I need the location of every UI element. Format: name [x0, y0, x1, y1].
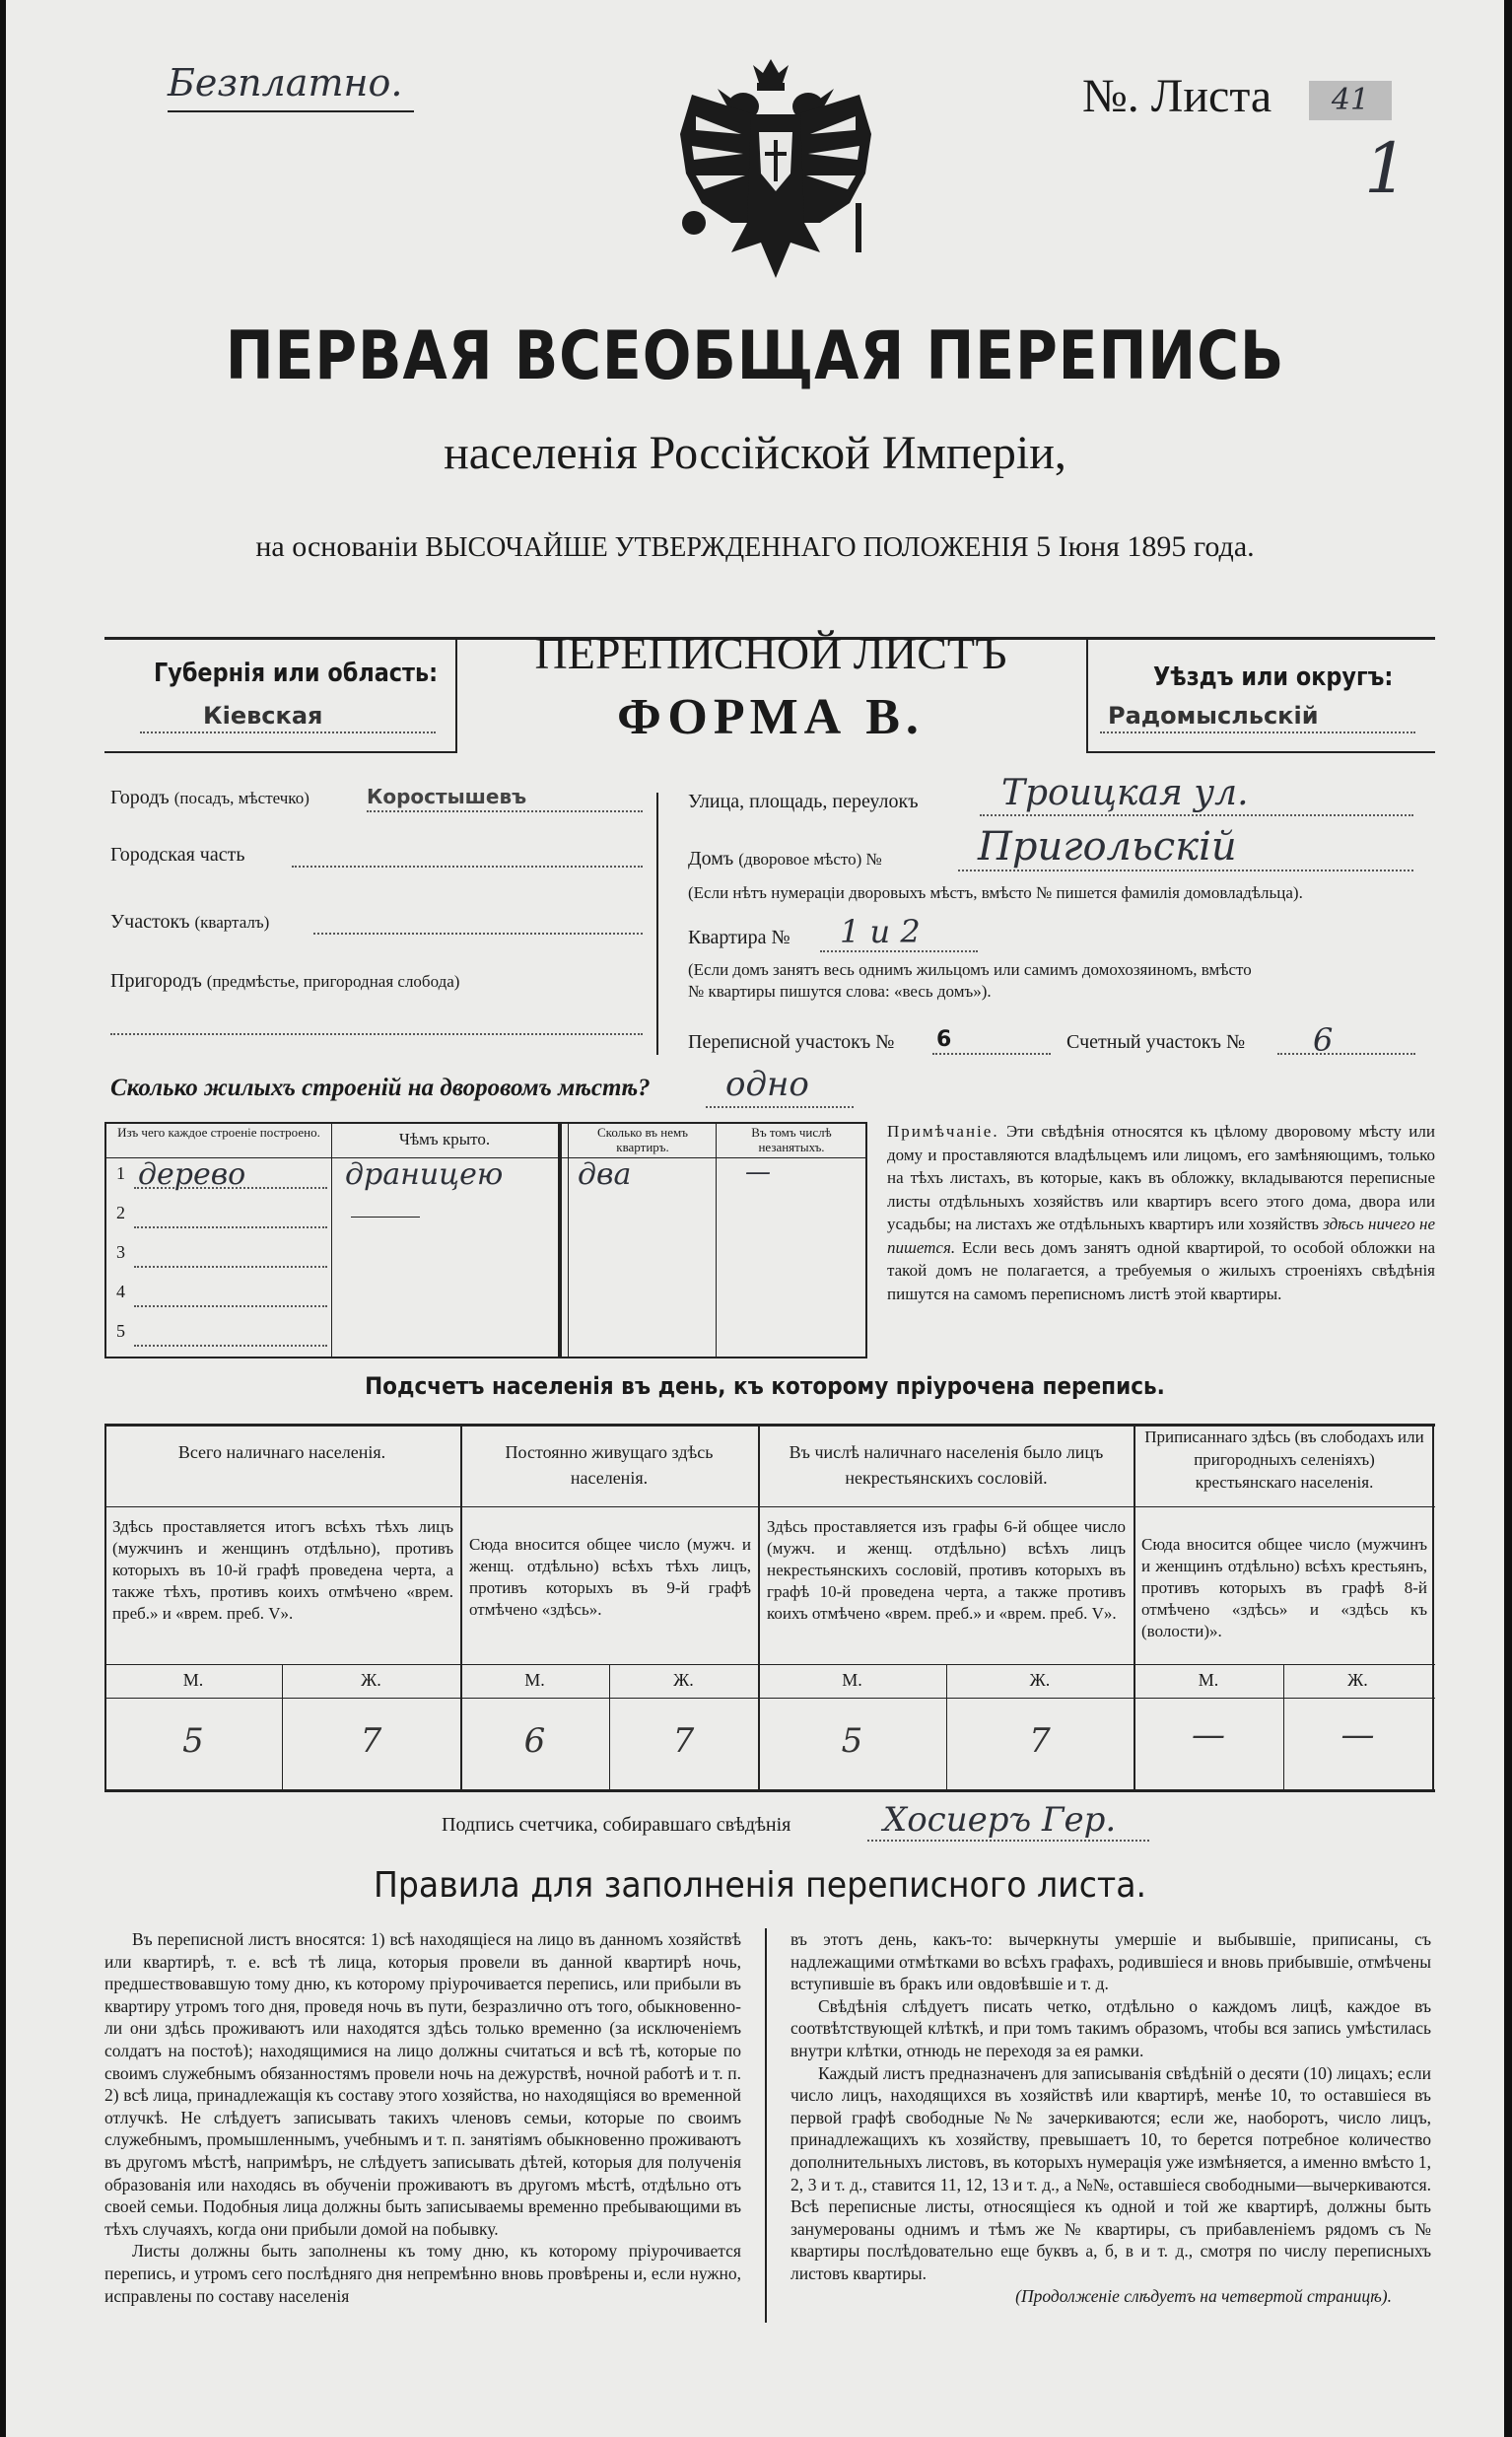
tally-col-3-f: 7: [1029, 1721, 1051, 1761]
basis-prefix: на основаніи: [255, 530, 418, 563]
bt-left: [104, 1122, 106, 1358]
document-title: ПЕРВАЯ ВСЕОБЩАЯ ПЕРЕПИСЬ: [225, 317, 1285, 395]
row-3-no: 3: [116, 1242, 125, 1262]
suburb-dots: [110, 1033, 643, 1035]
tally-title: Подсчетъ населенія въ день, къ которому пріурочена перепись.: [365, 1372, 1165, 1400]
tally-col-3-m-label: М.: [842, 1670, 862, 1690]
city-part-label: Городская часть: [110, 844, 245, 866]
apartment-label: Квартира №: [688, 927, 790, 948]
buildings-table: [104, 1122, 867, 1358]
note-label: Примѣчаніе.: [887, 1122, 999, 1141]
apartment-note-2: № квартиры пишутся слова: «весь домъ»).: [688, 982, 992, 1001]
district-label: [110, 911, 269, 934]
tally-col-4-f: —: [1340, 1715, 1375, 1755]
apartment-value: 1 и 2: [840, 913, 921, 950]
house-note: (Если нѣтъ нумераціи дворовыхъ мѣстъ, вмѣсто № пишется фамилія домовладѣльца).: [688, 883, 1303, 902]
free-label: Безплатно.: [168, 61, 403, 104]
row-1-vacant: —: [745, 1157, 771, 1187]
row-5-no: 5: [116, 1321, 125, 1341]
row-4-dots: [134, 1305, 327, 1307]
signature-dots: [867, 1840, 1149, 1842]
tally-col-4-m-label: М.: [1198, 1670, 1219, 1690]
tt-bottom: [104, 1789, 1435, 1792]
street-dots: [980, 814, 1413, 816]
city-dots: [367, 810, 643, 812]
free-label-underline: [168, 110, 414, 112]
uezd-value: Радомысльскій: [1108, 702, 1319, 730]
census-area-value: 6: [936, 1027, 952, 1052]
count-area-dots: [1277, 1053, 1415, 1055]
rules-left-p1: Въ переписной листъ вносятся: 1) всѣ находящіеся на лицо въ данномъ хозяйствѣ или квартирѣ, т. е. всѣ тѣ лица, которыя провели въ данной квартирѣ ночь, предшествовавшую тому дню, къ которому пріурочивается перепись, или прибыли въ квартиру утромъ того дня, проведя ночь въ пути, безразлично отъ того, обыкновенно-ли они здѣсь проживаютъ или находятся здѣсь только временно (за исключеніемъ солдатъ на постоѣ); находящимися на лицо должны считаться и всѣ тѣ, которые по своимъ служебнымъ обязанностямъ провели ночь на дежурствѣ, ночной работѣ и т. п. 2) всѣ лица, принадлежащія къ составу этого хозяйства, но находящіяся во временной отлучкѣ. Не слѣдуетъ записывать такихъ членовъ семьи, которые по своимъ служебнымъ, промышленнымъ, учебнымъ и т. п. занятіямъ обыкновенно проживаютъ въ другомъ мѣстѣ, напримѣръ, не слѣдуетъ записывать дѣтей, которыя для полученія образованія или находясь въ обученіи проживаютъ въ другомъ мѣстѣ, отдѣльно отъ своей семьи. Подобныя лица должны быть записываемы временно пребывающими въ тѣхъ случаяхъ, когда они прибыли домой на побывку.: [104, 1929, 741, 2239]
rules-right-column: [790, 1928, 1431, 2307]
row-4-no: 4: [116, 1282, 125, 1301]
col-vacant: Въ томъ числѣ незанятыхъ.: [751, 1125, 832, 1154]
tally-col-1-f: 7: [360, 1721, 382, 1761]
rules-column-divider: [765, 1928, 767, 2323]
basis-caps: ВЫСОЧАЙШЕ УТВЕРЖДЕННАГО ПОЛОЖЕНІЯ: [425, 532, 1029, 563]
col-material: Изъ чего каждое строеніе построено.: [117, 1125, 320, 1140]
form-name: ФОРМА В.: [617, 689, 925, 745]
tally-col-1-body: Здѣсь проставляется итогъ всѣхъ тѣхъ лицъ (мужчинъ и женщинъ отдѣльно), противъ которыхъ въ 10-й графѣ проведена черта, а также тѣхъ, противъ коихъ отмѣчено «врем. преб.» и «врем. преб. V».: [112, 1517, 453, 1623]
note-italic: здѣсь ничего не пишется.: [887, 1215, 1435, 1257]
bt-div-2b: [568, 1122, 569, 1358]
city-hint: (посадъ, мѣстечко): [173, 789, 309, 807]
tt-mf-rule: [104, 1698, 1435, 1699]
legal-basis-line: [6, 530, 1504, 564]
tally-col-3-m: 5: [841, 1721, 863, 1761]
address-divider: [656, 793, 658, 1055]
bt-top: [104, 1122, 867, 1124]
bt-right: [865, 1122, 867, 1358]
tally-col-2-m: 6: [523, 1721, 546, 1761]
tally-col-4-head: Приписаннаго здѣсь (въ слободахъ или пригородныхъ селеніяхъ) крестьянскаго населенія.: [1144, 1427, 1424, 1492]
note-text-b: Если весь домъ занятъ одной квартирой, то особой обложки на такой домъ не полагается, а требуемыя о жилыхъ строеніяхъ свѣдѣнія пишутся на самомъ переписномъ листѣ этой квартиры.: [887, 1237, 1436, 1303]
row-5-dots: [134, 1345, 327, 1347]
col-apts: Сколько въ немъ квартиръ.: [597, 1125, 688, 1154]
row-1-apts: два: [578, 1157, 632, 1192]
bt-bottom: [104, 1357, 867, 1358]
house-label: [688, 848, 882, 870]
form-block-right-divider: [1086, 637, 1088, 753]
district-hint: (кварталъ): [194, 913, 270, 932]
rules-left-column: [104, 1928, 741, 2307]
bt-div-3: [716, 1122, 717, 1358]
tally-col-4-m: —: [1192, 1715, 1225, 1755]
buildings-note: [887, 1120, 1435, 1305]
imperial-eagle-emblem: [672, 55, 879, 290]
apartment-dots: [820, 950, 978, 952]
corner-mark: 1: [1364, 128, 1409, 209]
col-roof: Чѣмъ крыто.: [398, 1130, 491, 1149]
tally-col-4-f-label: Ж.: [1347, 1670, 1368, 1690]
tally-col-1-m: 5: [182, 1721, 204, 1761]
form-block-bottom-rule-right: [1086, 751, 1435, 753]
tally-col-3-body: Здѣсь проставляется изъ графы 6-й общее число (мужч. и женщ. отдѣльно) всѣхъ лицъ некрестьянскихъ сословій, противъ которыхъ въ графѣ 10-й проведена черта, а также противъ коихъ отмѣчено «врем. преб.» и «врем. преб. V».: [767, 1517, 1126, 1623]
guberniya-value: Кіевская: [203, 702, 323, 730]
count-area-value: 6: [1313, 1021, 1334, 1059]
tally-table: [104, 1424, 1435, 1792]
buildings-question: Сколько жилыхъ строеній на дворовомъ мѣстѣ?: [110, 1075, 651, 1101]
rules-title: Правила для заполненія переписного листа.: [373, 1865, 1147, 1906]
suburb-label-text: Пригородъ: [110, 970, 202, 992]
tt-body-rule: [104, 1664, 1435, 1665]
tally-col-2-head: Постоянно живущаго здѣсь населенія.: [505, 1442, 714, 1488]
row-3-dots: [134, 1266, 327, 1268]
guberniya-label: Губернія или область:: [154, 659, 439, 688]
suburb-label: [110, 970, 459, 993]
uezd-label: Уѣздъ или округъ:: [1153, 662, 1394, 692]
tally-col-1-head: Всего наличнаго населенія.: [177, 1442, 386, 1462]
uezd-dots: [1100, 731, 1415, 733]
bt-div-2: [558, 1122, 562, 1358]
apartment-note-1: (Если домъ занятъ весь однимъ жильцомъ или самимъ домохозяиномъ, вмѣсто: [688, 960, 1252, 979]
rules-left-p2: Листы должны быть заполнены къ тому дню, къ которому пріурочивается перепись, и утромъ сего послѣдняго дня непремѣнно вновь провѣрены и, если нужно, исправлены по составу населенія: [104, 2241, 741, 2306]
rules-right-p3: Каждый листъ предназначенъ для записыванія свѣдѣній о десяти (10) лицахъ; если число лицъ, находящихся въ хозяйствѣ или квартирѣ, менѣе 10, то оставшіеся въ первой графѣ свободные №№ зачеркиваются; если же, наоборотъ, число лицъ, принадлежащихъ къ хозяйству, превышаетъ 10, то берется потребное количество дополнительныхъ листовъ, въ которыхъ нумерація уже измѣняется, а именно вмѣсто 1, 2, 3 и т. д., ставится 11, 12, 13 и т. д., а №№, оставшіеся свободными—вычеркиваются. Всѣ переписные листы, относящіеся къ одной и той же квартирѣ, должны быть занумерованы однимъ и тѣмъ же № квартиры, съ прибавленіемъ рядомъ съ № квартиры послѣдовательно еще буквъ а, б, в и т. д., смотря по числу переписныхъ листовъ квартиры.: [790, 2062, 1431, 2283]
basis-suffix: 5 Іюня 1895 года.: [1036, 530, 1255, 563]
row-2-dots: [134, 1226, 327, 1228]
rules-right-p1: въ этотъ день, какъ-то: вычеркнуты умершіе и выбывшіе, приписаны, съ надлежащими отмѣтками во всѣхъ графахъ, родившіеся и вновь прибывшіе, отмѣчены вступившіе въ бракъ или овдовѣвшіе и т. д.: [790, 1929, 1431, 1994]
city-value: Коростышевъ: [367, 785, 527, 808]
city-label-text: Городъ: [110, 787, 170, 808]
tally-col-1-f-label: Ж.: [361, 1670, 381, 1690]
city-label: [110, 787, 309, 809]
tally-col-2-m-label: М.: [524, 1670, 545, 1690]
census-form-sheet: [6, 0, 1504, 2437]
house-dots: [958, 870, 1413, 871]
list-title: ПЕРЕПИСНОЙ ЛИСТЪ: [534, 628, 1007, 678]
tally-col-3-head: Въ числѣ наличнаго населенія было лицъ некрестьянскихъ сословій.: [789, 1442, 1104, 1488]
guberniya-dots: [140, 731, 436, 733]
tt-head-rule: [104, 1506, 1435, 1507]
tally-col-1-m-label: М.: [182, 1670, 204, 1690]
signature-value: Хосиеръ Гер.: [883, 1800, 1117, 1840]
tally-col-2-body: Сюда вносится общее число (мужч. и женщ. отдѣльно) всѣхъ тѣхъ лицъ, противъ которыхъ въ 9-й графѣ отмѣчено «здѣсь».: [469, 1535, 751, 1619]
tally-col-3-f-label: Ж.: [1029, 1670, 1051, 1690]
roof-dash-2: [351, 1217, 420, 1218]
document-subtitle: населенія Россійской Имперіи,: [444, 427, 1066, 479]
sheet-number-value: 41: [1331, 83, 1370, 117]
buildings-answer: одно: [725, 1065, 809, 1104]
tally-col-2-f-label: Ж.: [673, 1670, 694, 1690]
house-value: Пригольскій: [978, 824, 1237, 870]
form-block-bottom-rule: [104, 751, 457, 753]
rules-continued: (Продолженіе слѣдуетъ на четвертой страницѣ).: [1015, 2285, 1392, 2306]
sheet-number-label: №. Листа: [1082, 70, 1272, 122]
rules-right-p2: Свѣдѣнія слѣдуетъ писать четко, отдѣльно о каждомъ лицѣ, каждое въ соотвѣтствующей клѣткѣ, и при томъ такимъ образомъ, чтобы вся запись умѣстилась внутри клѣтки, отнюдь не переходя за ея рамки.: [790, 1995, 1431, 2060]
sheet-number-value-box: [1309, 81, 1392, 120]
tt-right: [1432, 1424, 1434, 1792]
city-part-dots: [292, 866, 643, 868]
census-area-dots: [932, 1053, 1051, 1055]
row-2-no: 2: [116, 1203, 125, 1222]
district-label-text: Участокъ: [110, 911, 190, 933]
count-area-label: Счетный участокъ №: [1066, 1031, 1246, 1053]
district-dots: [313, 933, 643, 935]
row-1-no: 1: [116, 1163, 125, 1183]
house-label-text: Домъ: [688, 848, 734, 870]
bt-div-1: [331, 1122, 332, 1358]
house-hint: (дворовое мѣсто) №: [738, 850, 882, 869]
row-1-roof: драницею: [345, 1157, 504, 1192]
buildings-answer-dots: [706, 1106, 854, 1108]
street-label: Улица, площадь, переулокъ: [688, 791, 919, 812]
suburb-hint: (предмѣстье, пригородная слобода): [206, 972, 460, 991]
note-text-a: Эти свѣдѣнія относятся къ цѣлому дворовому мѣсту или дому и проставляются владѣльцемъ или лицомъ, его замѣняющимъ, только на тѣхъ листахъ, въ которые, какъ въ обложку, вкладываются переписные листы отдѣльныхъ хозяйствъ или квартиръ всего этого дома, двора или усадьбы; на листахъ же отдѣльныхъ квартиръ или хозяйствъ: [887, 1122, 1435, 1233]
signature-label: Подпись счетчика, собиравшаго свѣдѣнія: [442, 1814, 791, 1836]
row-1-material: дерево: [138, 1157, 246, 1192]
tally-col-4-body: Сюда вносится общее число (мужчинъ и женщинъ отдѣльно) всѣхъ крестьянъ, противъ которыхъ въ графѣ 8-й отмѣчено «здѣсь» и «здѣсь къ (волости)».: [1141, 1535, 1427, 1640]
census-area-label: Переписной участокъ №: [688, 1031, 895, 1053]
tally-col-2-f: 7: [672, 1721, 695, 1761]
street-value: Троицкая ул.: [1001, 773, 1249, 813]
